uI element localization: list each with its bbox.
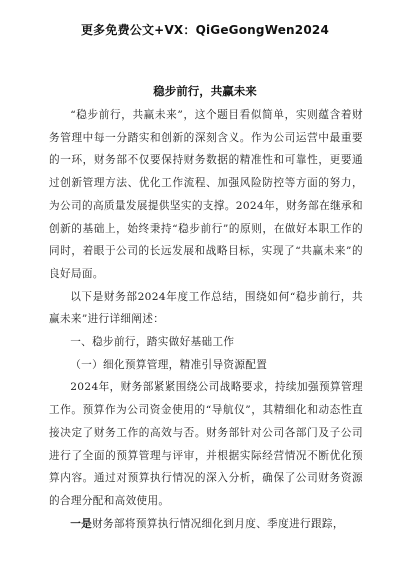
subsection-heading-1: （一）细化预算管理，精准引导资源配置 (70, 358, 268, 371)
paragraph-summary-lead: 以下是财务部2024年度工作总结，围绕如何“稳步前行，共赢未来”进行详细阐述： (49, 290, 363, 326)
document-body (49, 104, 363, 535)
header-banner: 更多免费公文+VX：QiGeGongWen2024 (80, 23, 329, 37)
document-title: 稳步前行，共赢未来 (153, 84, 257, 98)
point-one-label: 一是 (70, 517, 93, 530)
paragraph-intro: “稳步前行，共赢未来”，这个题目看似简单，实则蕴含着财务管理中每一分踏实和创新的深刻含义。作为公司运营中最重要的一环，财务部不仅要保持财务数据的精准性和可靠性，更要通过创新管理方法、优化工作流程、加强风险防控等方面的努力，为公司的高质量发展提供坚实的支撑。2024年，财务部在继承和创新的基础上，始终秉持“稳步前行”的原则，在做好本职工作的同时，着眼于公司的长远发展和战略目标，实现了“共赢未来”的良好局面。 (49, 109, 363, 280)
section-heading-1: 一、稳步前行，踏实做好基础工作 (70, 336, 235, 349)
paragraph-budget: 2024年，财务部紧紧围绕公司战略要求，持续加强预算管理工作。预算作为公司资金使用的“导航仪”，其精细化和动态性直接决定了财务工作的高效与否。财务部针对公司各部门及子公司进行了全面的预算管理与评审，并根据实际经营情况不断优化预算内容。通过对预算执行情况的深入分析，确保了公司财务资源的合理分配和高效使用。 (49, 381, 363, 507)
paragraph-point-one (49, 513, 363, 536)
point-one-text: 财务部将预算执行情况细化到月度、季度进行跟踪， (92, 517, 344, 530)
